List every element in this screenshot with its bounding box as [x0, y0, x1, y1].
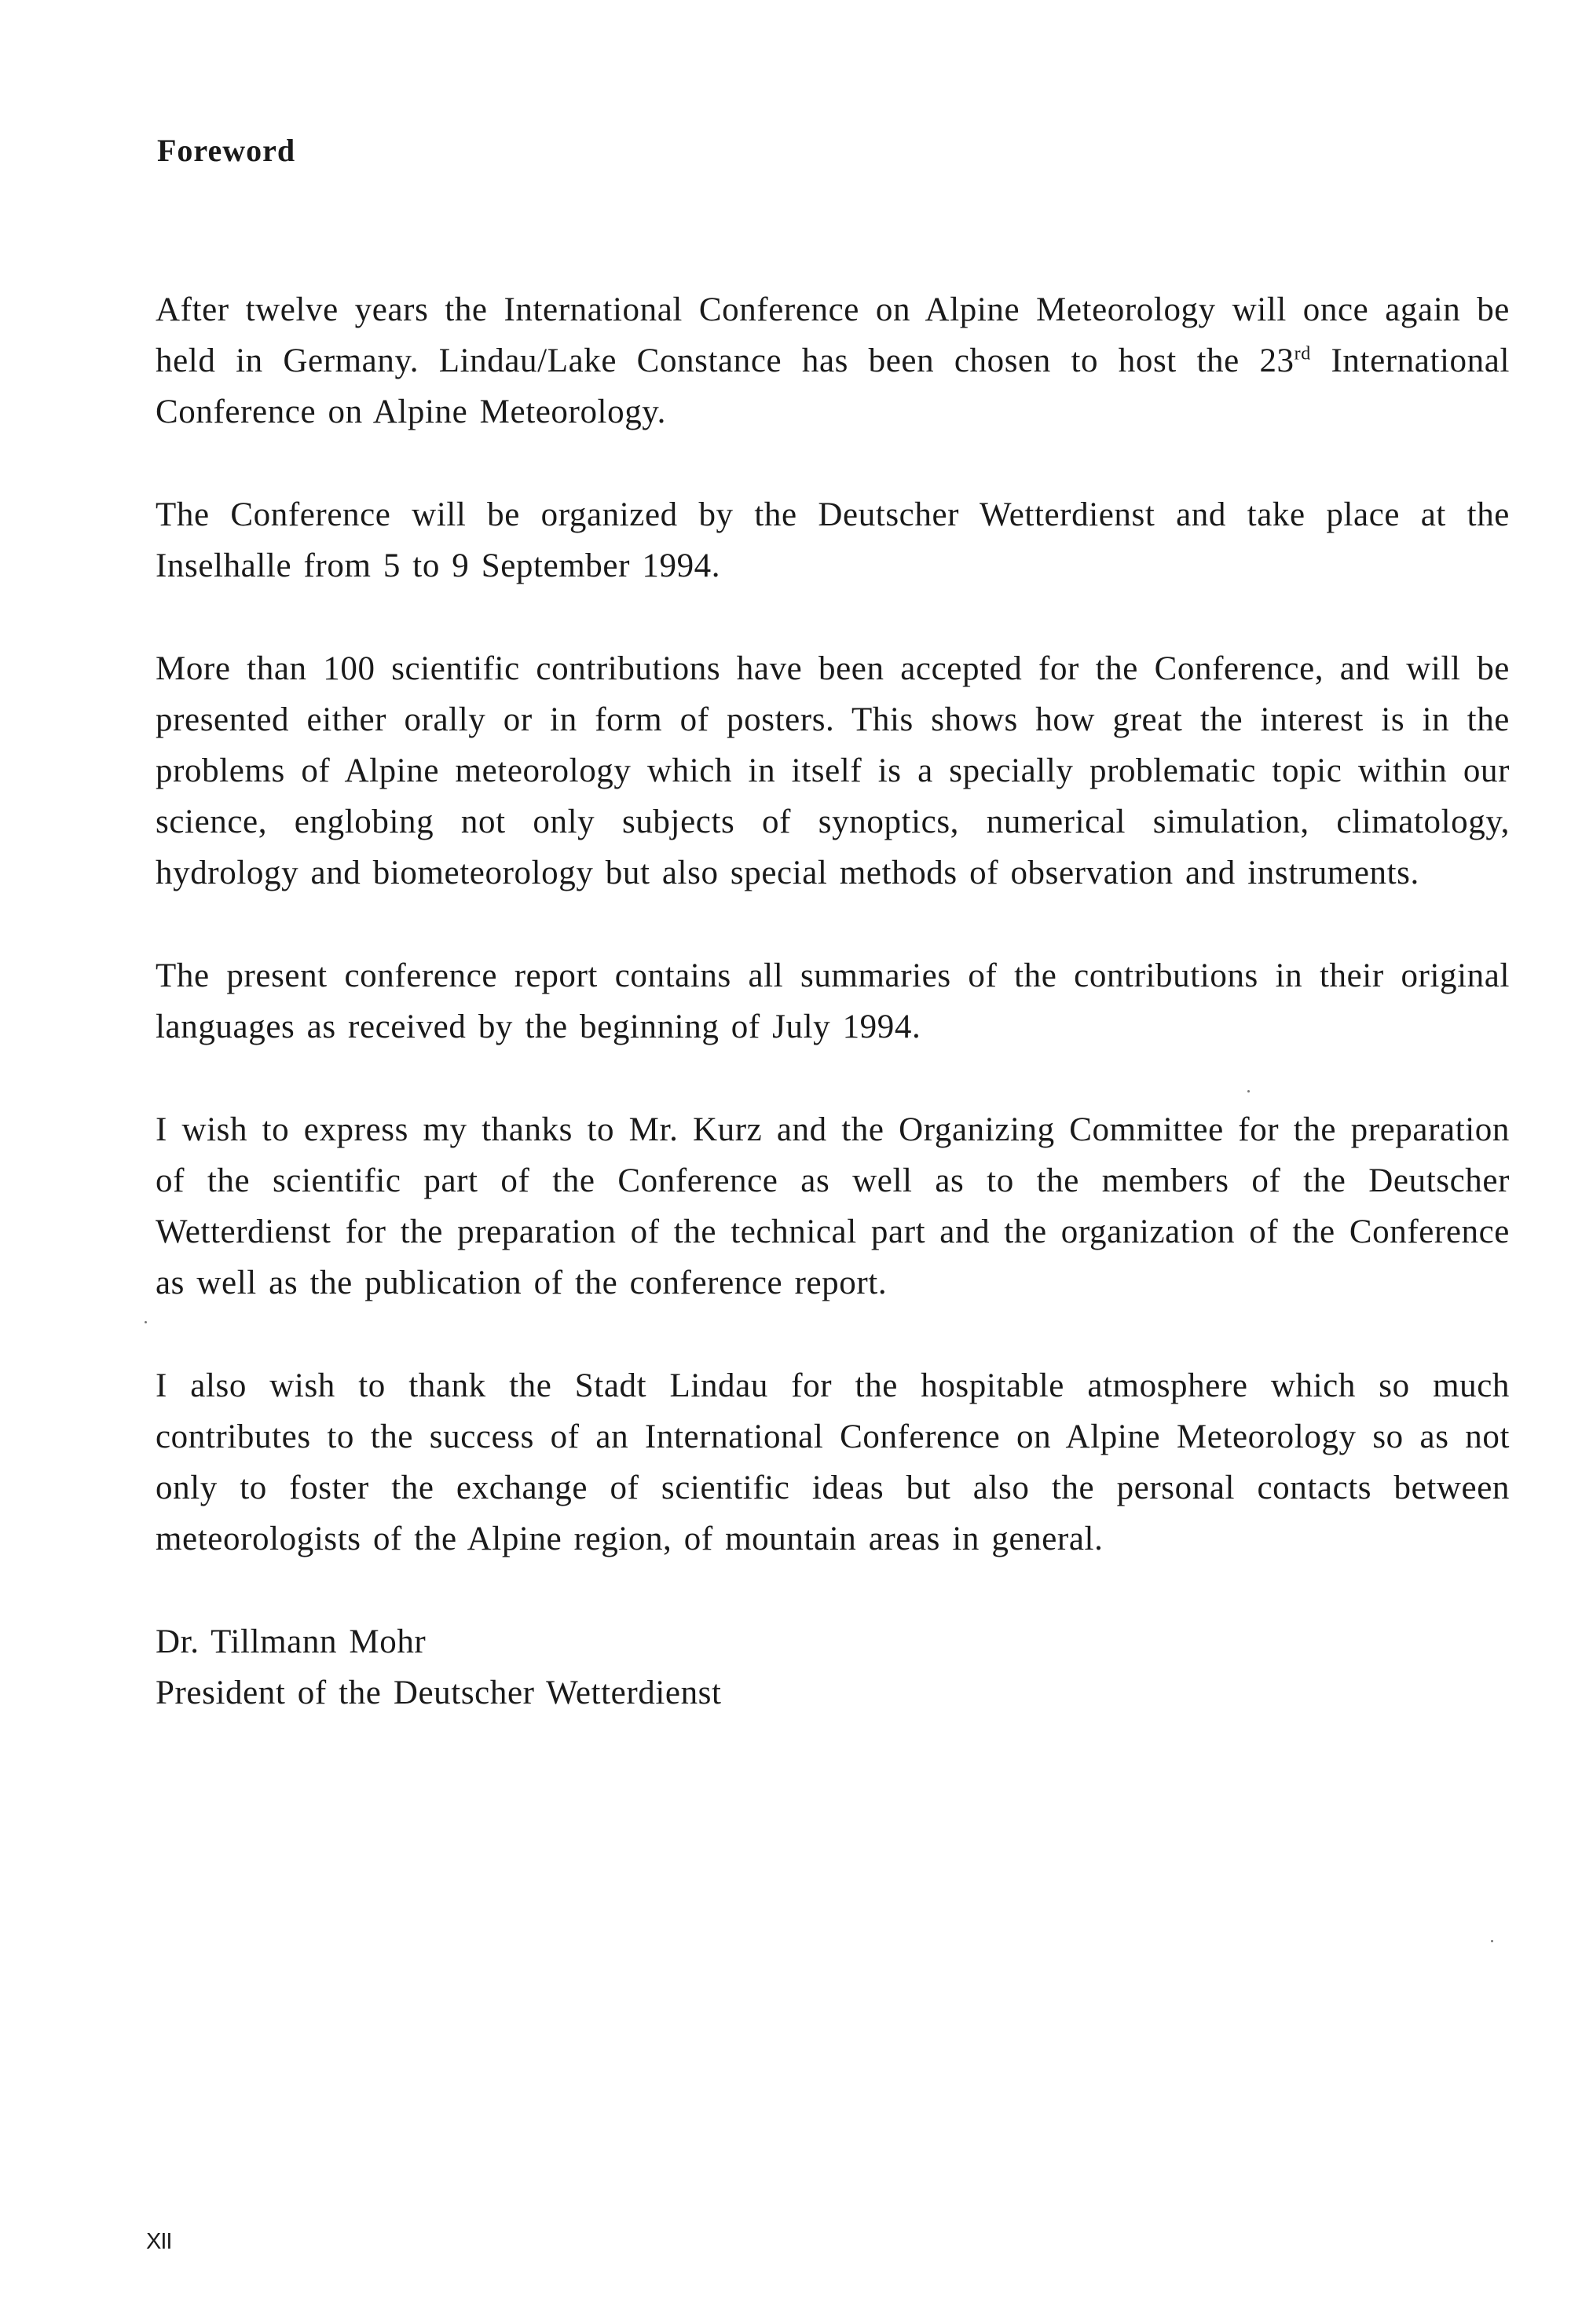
foreword-body — [156, 284, 1510, 1718]
page-number: XII — [146, 2229, 172, 2254]
signatory-title: President of the Deutscher Wetterdienst — [156, 1674, 722, 1711]
paragraph-2: The Conference will be organized by the Deutscher Wetterdienst and take place at the Inselhalle from 5 to 9 September 1994. — [156, 496, 1510, 584]
paragraph-1 — [156, 284, 1510, 437]
page-heading: Foreword — [157, 133, 296, 168]
paragraph-6: I also wish to thank the Stadt Lindau for the hospitable atmosphere which so much contributes to the success of an International Conference on Alpine Meteorology so as not only to foster the exchange of scientific ideas but also the personal contacts between meteorologists of the Alpine region, of mountain areas in general. — [156, 1367, 1510, 1557]
scan-speck — [145, 1321, 147, 1323]
signature-block — [156, 1616, 1510, 1718]
signatory-name: Dr. Tillmann Mohr — [156, 1623, 427, 1660]
scan-speck — [1247, 1090, 1250, 1092]
paragraph-1-text-a: After twelve years the International Conference on Alpine Meteorology will once again be held in Germany. Lindau/Lake Constance has been chosen to host the 23 — [156, 291, 1510, 379]
scan-speck — [1491, 1940, 1493, 1942]
paragraph-4: The present conference report contains all summaries of the contributions in their original languages as received by the beginning of July 1994. — [156, 957, 1510, 1045]
paragraph-3: More than 100 scientific contributions have been accepted for the Conference, and will be presented either orally or in form of posters. This shows how great the interest is in the problems of Alpine meteorology which in itself is a specially problematic topic within our science, englobing not only subjects of synoptics, numerical simulation, climatology, hydrology and biometeorology but also special methods of observation and instruments. — [156, 650, 1510, 891]
paragraph-5: I wish to express my thanks to Mr. Kurz and the Organizing Committee for the preparation of the scientific part of the Conference as well as to the members of the Deutscher Wetterdienst for the preparation of the technical part and the organization of the Conference as well as the publication of the conference report. — [156, 1111, 1510, 1301]
ordinal-suffix: rd — [1294, 343, 1311, 364]
paragraph-1-text-b: International Conference on Alpine Meteorology. — [156, 342, 1510, 430]
